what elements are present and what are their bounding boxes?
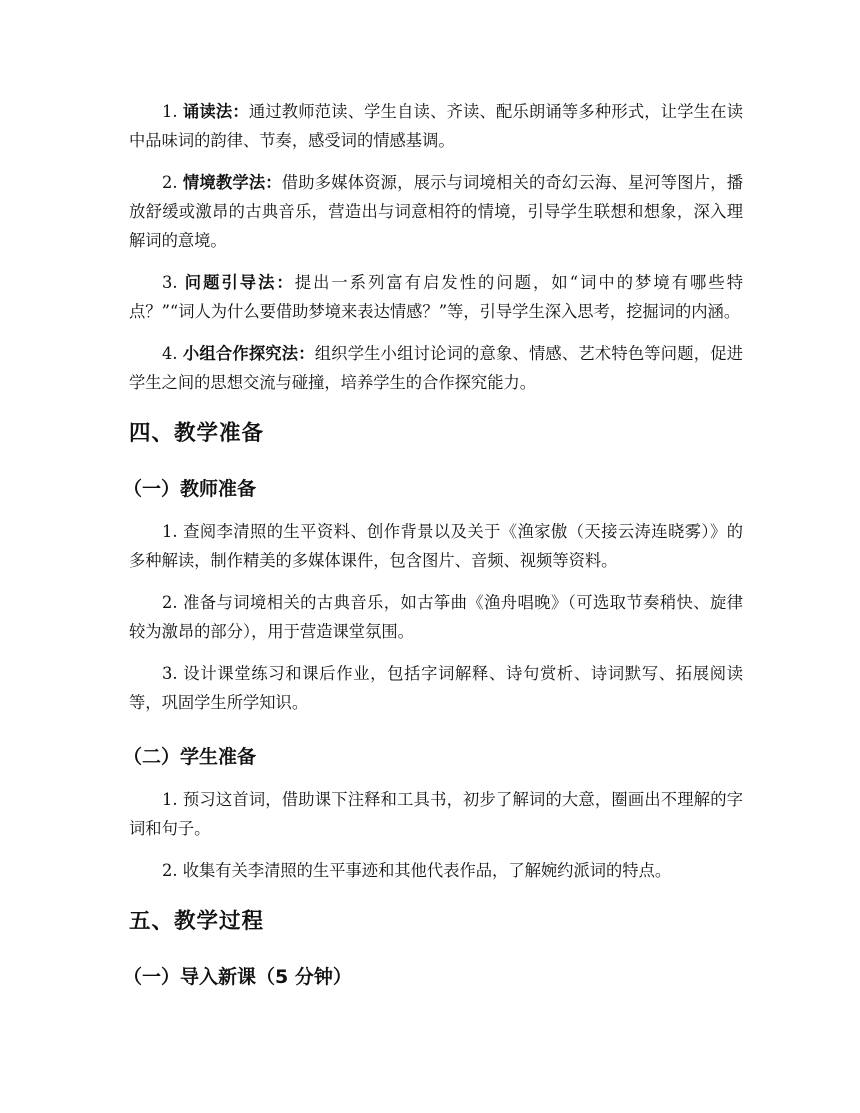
method-paragraph-2	[129, 168, 743, 255]
method-lead-term: 情境教学法：	[182, 173, 282, 192]
method-description: 通过教师范读、学生自读、齐读、配乐朗诵等多种形式，让学生在读中品味词的韵律、节奏，感受词的情感基调。	[129, 102, 743, 150]
section-heading-preparation: 四、教学准备	[129, 421, 265, 446]
method-description: 提出一系列富有启发性的问题，如“词中的梦境有哪些特点？”“词人为什么要借助梦境来表达情感？”等，引导学生深入思考，挖掘词的内涵。	[129, 273, 743, 321]
method-number: 4.	[162, 344, 178, 363]
method-paragraph-4	[129, 339, 743, 397]
student-prep-item-2: 2. 收集有关李清照的生平事迹和其他代表作品，了解婉约派词的特点。	[162, 861, 672, 880]
subsection-heading-teacher: （一）教师准备	[123, 478, 257, 500]
teacher-prep-item-2: 2. 准备与词境相关的古典音乐，如古筝曲《渔舟唱晚》（可选取节奏稍快、旋律较为激昂的部分），用于营造课堂氛围。	[129, 593, 743, 641]
method-paragraph-3	[129, 268, 743, 326]
method-number: 3.	[162, 273, 178, 292]
subsection-heading-student: （二）学生准备	[123, 746, 257, 768]
method-lead-term: 诵读法：	[182, 102, 249, 121]
method-lead-term: 小组合作探究法：	[182, 344, 315, 363]
student-prep-item-1: 1. 预习这首词，借助课下注释和工具书，初步了解词的大意，圈画出不理解的字词和句子。	[129, 790, 743, 838]
teacher-prep-item-3: 3. 设计课堂练习和课后作业，包括字词解释、诗句赏析、诗词默写、拓展阅读等，巩固学生所学知识。	[129, 664, 743, 712]
method-number: 1.	[162, 102, 178, 121]
method-number: 2.	[162, 173, 178, 192]
subsection-heading-intro: （一）导入新课（5 分钟）	[123, 966, 352, 988]
method-paragraph-1	[129, 97, 743, 155]
method-description: 组织学生小组讨论词的意象、情感、艺术特色等问题，促进学生之间的思想交流与碰撞，培养学生的合作探究能力。	[129, 344, 743, 392]
method-lead-term: 问题引导法：	[184, 273, 295, 292]
section-heading-process: 五、教学过程	[129, 909, 265, 934]
teacher-prep-item-1: 1. 查阅李清照的生平资料、创作背景以及关于《渔家傲（天接云涛连晓雾）》的多种解读，制作精美的多媒体课件，包含图片、音频、视频等资料。	[129, 522, 743, 570]
method-description: 借助多媒体资源，展示与词境相关的奇幻云海、星河等图片，播放舒缓或激昂的古典音乐，营造出与词意相符的情境，引导学生联想和想象，深入理解词的意境。	[129, 173, 743, 250]
